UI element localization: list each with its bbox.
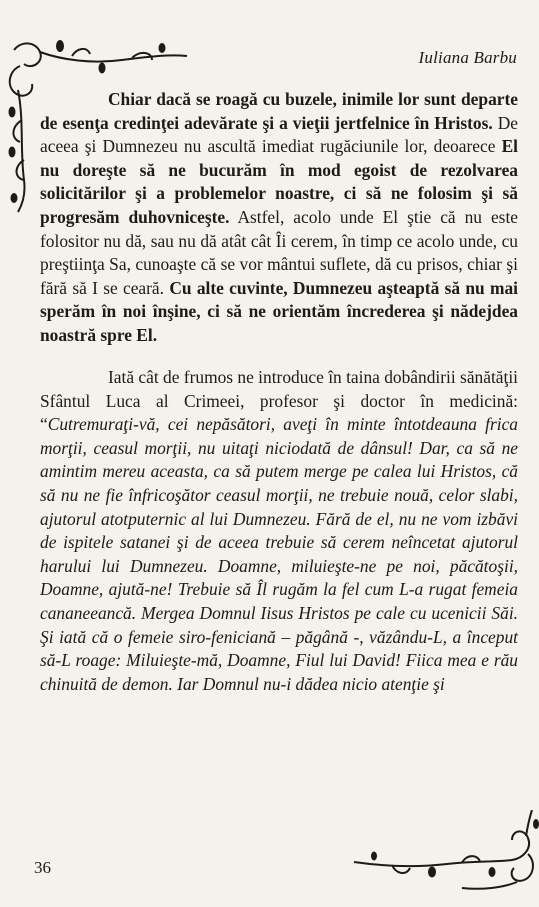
- intro-text: Iată cât de frumos ne introduce în taina dobândirii sănătăţii Sfântul Luca al Crimeei, profesor şi doctor în medicină: “: [40, 367, 518, 435]
- quotation: Cutremuraţi-vă, cei nepăsători, aveţi în minte întotdeauna frica morţii, ceasul morţii, nu uitaţi niciodată de dânsul! Dar, ca să ne amintim mereu aceasta, ca să putem merge pe calea lui Hristos, că să nu ne fie înfricoşător ceasul morţii, ne trebuie nouă, celor slabi, ajutorul atotputernic al lui Dumnezeu. Fără de el, nu ne vom izbăvi de ispitele satanei şi de aceea trebuie să cerem neîncetat ajutorul harului lui Dumnezeu. Doamne, miluieşte-ne pe noi, păcătoşii, Doamne, ajută-ne! Trebuie să Îl rugăm la fel cum L-a rugat femeia cananeeancă. Mergea Domnul Iisus Hristos pe cale cu ucenicii Săi. Şi iată că o femeie siro-feniciană – păgână -, văzându-L, a început să-L roage: Miluieşte-mă, Doamne, Fiul lui David! Fiica mea e rău chinuită de demon. Iar Domnul nu-i dădea nicio atenţie şi: [40, 414, 518, 694]
- paragraph-1: [40, 88, 518, 348]
- corner-ornament-bottom: [352, 810, 539, 900]
- text-run-2: Astfel, acolo unde El ştie că nu este folositor nu dă, sau nu dă atât cât Îi cerem, în timp ce acolo unde, cu preştiinţa Sa, cunoaşte că se vor mântui suflete, dă cu prisos, chiar şi fără să I se ceară.: [40, 206, 518, 298]
- bold-sentence-3: Cu alte cuvinte, Dumnezeu aşteaptă să nu mai sperăm în noi înşine, ci să ne orientăm încrederea şi nădejdea noastră spre El.: [40, 277, 518, 345]
- text-run-1: De aceea şi Dumnezeu nu ascultă imediat rugăciunile lor, deoarece: [40, 112, 518, 157]
- running-header-author: Iuliana Barbu: [418, 48, 517, 67]
- paragraph-2: [40, 366, 518, 696]
- bold-sentence-2: El nu doreşte să ne bucurăm în mod egoist de rezolvarea solicitărilor şi a problemelor noastre, ci să ne folosim şi să progresăm duhovniceşte.: [40, 136, 518, 227]
- bold-sentence-1: Chiar dacă se roagă cu buzele, inimile lor sunt departe de esenţa credinţei adevărate şi a vieţii jertfelnice în Hristos.: [40, 89, 518, 133]
- page-number: 36: [34, 858, 51, 877]
